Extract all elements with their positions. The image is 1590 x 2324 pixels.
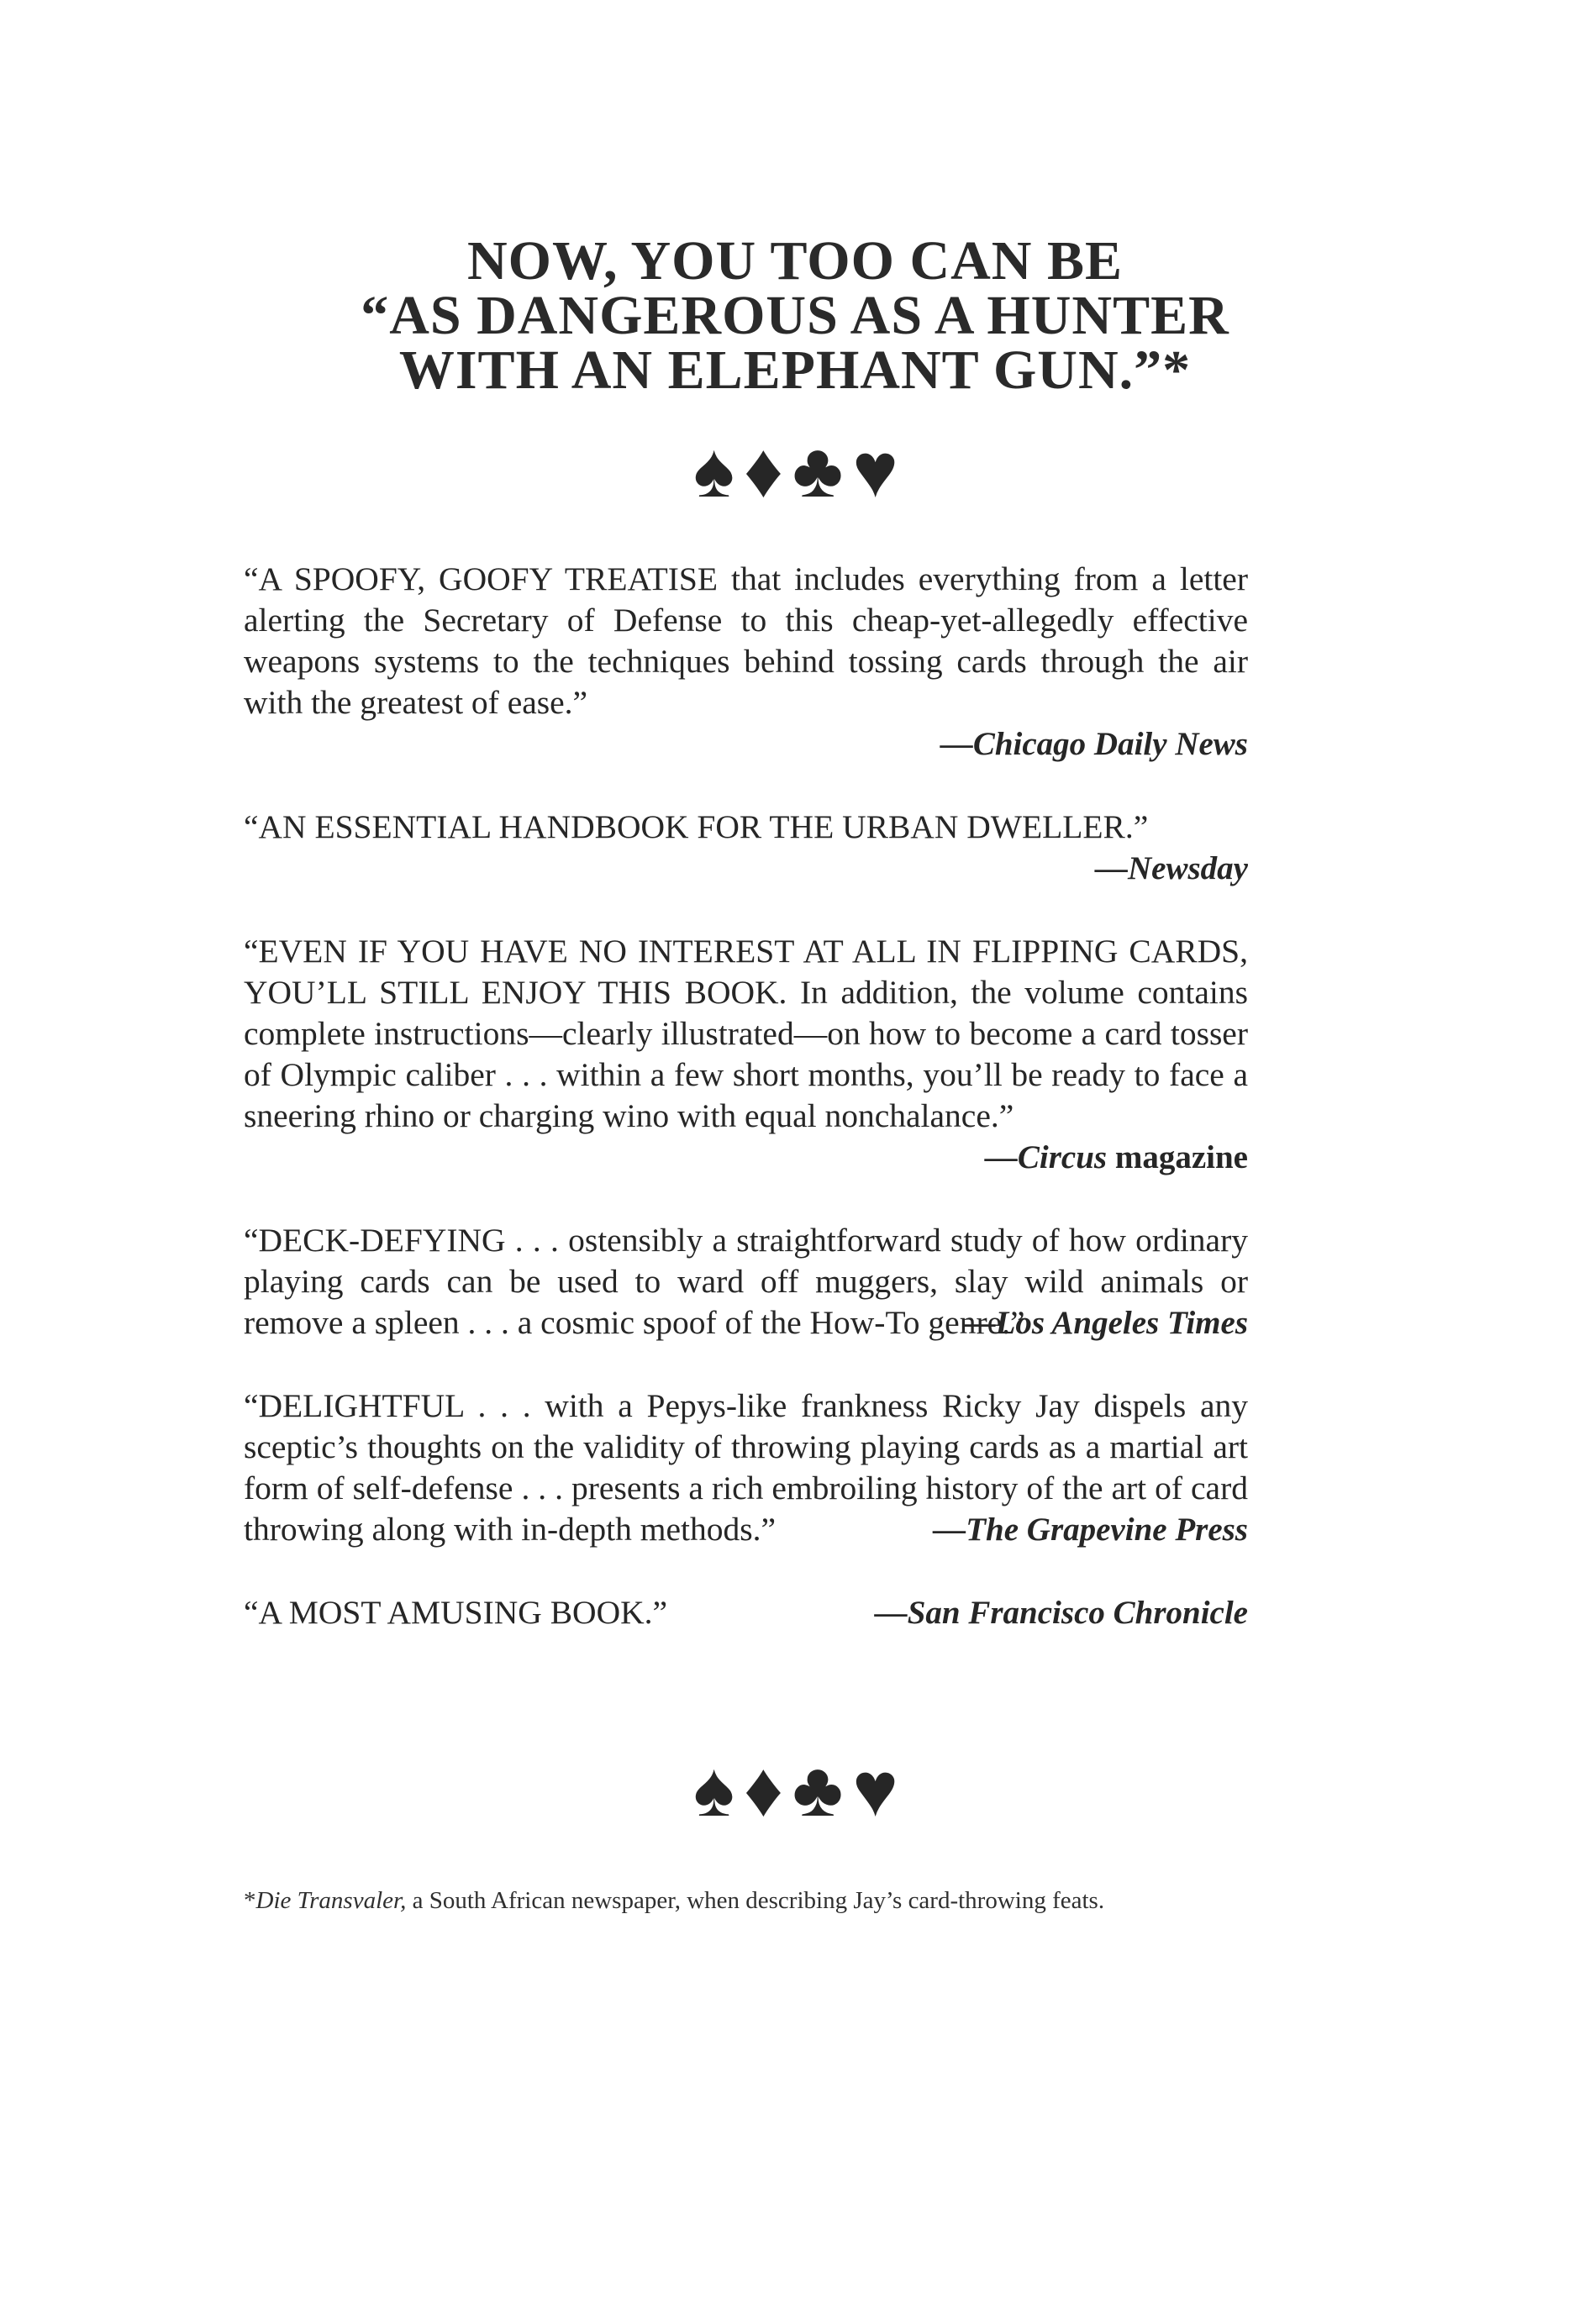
- review-text: “DELIGHTFUL . . . with a Pepys-like frankness Ricky Jay dispels any sceptic’s thoughts on the validity of throwing playing cards as a martial art form of self-defense . . . presents a rich embroiling history of the art of card throwing along with in-depth methods.”: [244, 1387, 1248, 1548]
- heart-icon: ♥: [852, 428, 897, 513]
- heart-icon: ♥: [852, 1747, 897, 1832]
- headline-line-2: “AS DANGEROUS AS A HUNTER: [361, 285, 1229, 346]
- card-suits-ornament-bottom: [0, 1748, 1590, 1832]
- club-icon: ♣: [792, 1747, 842, 1832]
- card-suits-ornament-top: [0, 429, 1590, 513]
- reviews-list: [244, 559, 1248, 1633]
- review-san-francisco-chronicle: [244, 1592, 1248, 1633]
- headline-line-1: NOW, YOU TOO CAN BE: [467, 230, 1123, 292]
- review-los-angeles-times: [244, 1220, 1248, 1343]
- review-source: —The Grapevine Press: [933, 1512, 1248, 1548]
- review-source: —Newsday: [1095, 850, 1248, 886]
- spade-icon: ♠: [693, 1747, 733, 1832]
- review-source-plain: magazine: [1107, 1139, 1248, 1175]
- review-grapevine-press: [244, 1385, 1248, 1550]
- diamond-icon: ♦: [743, 1747, 782, 1832]
- review-source-italic: —Circus: [984, 1139, 1108, 1175]
- diamond-icon: ♦: [743, 428, 782, 513]
- club-icon: ♣: [792, 428, 842, 513]
- review-source: —San Francisco Chronicle: [874, 1595, 1248, 1631]
- review-text: “A SPOOFY, GOOFY TREATISE that includes everything from a letter alerting the Secretary of Defense to this cheap-yet-allegedly effective weapons systems to the techniques behind tossing cards through the air with the greatest of ease.”: [244, 560, 1248, 721]
- review-text: “AN ESSENTIAL HANDBOOK FOR THE URBAN DWELLER.”: [244, 808, 1149, 845]
- review-source: [985, 1137, 1248, 1178]
- footnote-marker: *: [244, 1887, 256, 1914]
- footnote-title: Die Transvaler,: [255, 1887, 407, 1914]
- review-text: “A MOST AMUSING BOOK.”: [244, 1594, 668, 1631]
- review-newsday: [244, 807, 1248, 889]
- headline-line-3: WITH AN ELEPHANT GUN.”*: [398, 339, 1192, 401]
- review-text: “DECK-DEFYING . . . ostensibly a straightforward study of how ordinary playing cards can be used to ward off muggers, slay wild animals or remove a spleen . . . a cosmic spoof of the How-To genre.”: [244, 1222, 1248, 1341]
- review-text: “EVEN IF YOU HAVE NO INTEREST AT ALL IN FLIPPING CARDS, YOU’LL STILL ENJOY THIS BOOK. In addition, the volume contains complete instructions—clearly illustrated—on how to become a card tosser of Olympic caliber . . . within a few short months, you’ll be ready to face a sneering rhino or charging wino with equal nonchalance.”: [244, 933, 1248, 1134]
- review-source: —Chicago Daily News: [940, 726, 1248, 762]
- spade-icon: ♠: [693, 428, 733, 513]
- review-chicago-daily-news: [244, 559, 1248, 765]
- footnote-text: a South African newspaper, when describing Jay’s card-throwing feats.: [406, 1887, 1105, 1914]
- footnote: [244, 1885, 1248, 1917]
- review-circus-magazine: [244, 931, 1248, 1178]
- headline: [0, 230, 1590, 401]
- review-source: —Los Angeles Times: [962, 1305, 1248, 1341]
